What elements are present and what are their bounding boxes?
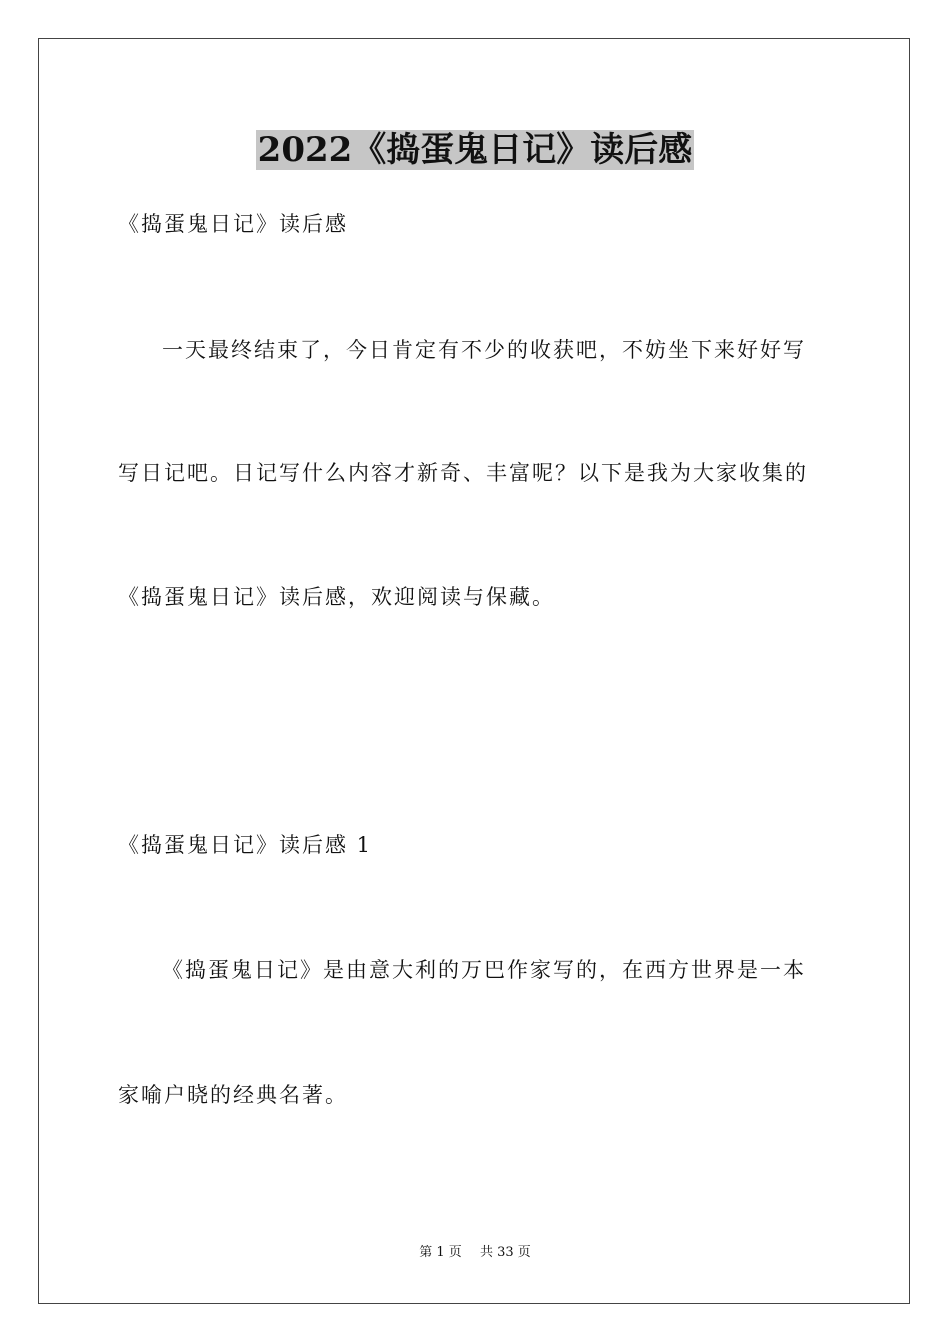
page-footer [0, 1244, 950, 1262]
paragraph-line: 写日记吧。日记写什么内容才新奇、丰富呢？以下是我为大家收集的 [118, 461, 808, 485]
page-number: 第 1 页 [419, 1245, 462, 1260]
page-total: 共 33 页 [479, 1245, 531, 1260]
subtitle-line: 《捣蛋鬼日记》读后感 [118, 212, 348, 236]
title-text: 2022《捣蛋鬼日记》读后感 [257, 130, 693, 170]
paragraph-line: 一天最终结束了，今日肯定有不少的收获吧，不妨坐下来好好写 [162, 338, 806, 362]
paragraph-line: 《捣蛋鬼日记》是由意大利的万巴作家写的，在西方世界是一本 [162, 958, 806, 982]
section-heading: 《捣蛋鬼日记》读后感 1 [118, 833, 373, 857]
document-title [0, 128, 950, 172]
paragraph-line: 《捣蛋鬼日记》读后感，欢迎阅读与保藏。 [118, 585, 555, 609]
paragraph-line: 家喻户晓的经典名著。 [118, 1083, 348, 1107]
